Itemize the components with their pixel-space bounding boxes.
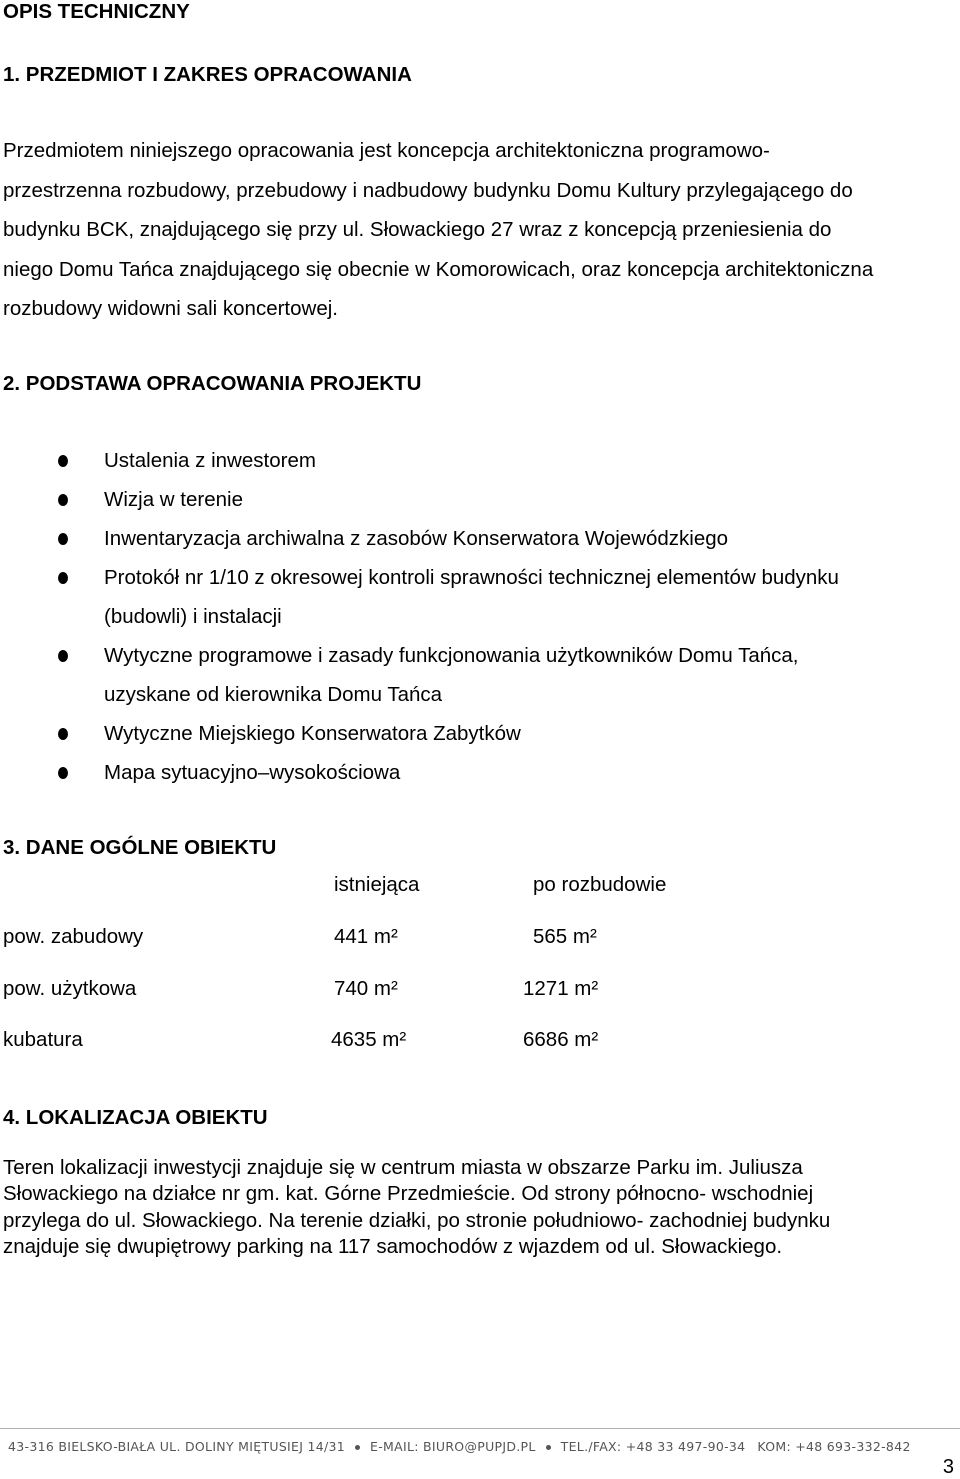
- footer-phone: TEL./FAX: +48 33 497-90-34: [560, 1439, 746, 1454]
- list-item-text: Protokół nr 1/10 z okresowej kontroli sprawności technicznej elementów budynku: [104, 566, 839, 589]
- table-cell-existing: 441 m²: [334, 925, 398, 948]
- table-cell-after: 1271 m²: [523, 977, 599, 1000]
- list-item-text: Wytyczne Miejskiego Konserwatora Zabytków: [104, 722, 521, 745]
- bullet-icon: [58, 533, 68, 545]
- section-1-paragraph: [3, 131, 873, 329]
- table-cell-after: 565 m²: [533, 925, 597, 948]
- bullet-icon: [58, 728, 68, 740]
- column-header-existing: istniejąca: [334, 873, 420, 896]
- list-item-text: Wytyczne programowe i zasady funkcjonowania użytkowników Domu Tańca,: [104, 644, 799, 667]
- list-item-text: (budowli) i instalacji: [104, 605, 282, 628]
- table-cell-existing: 740 m²: [334, 977, 398, 1000]
- list-item: [0, 714, 960, 753]
- list-item: [0, 558, 960, 636]
- list-item: [0, 636, 960, 714]
- paragraph-line: rozbudowy widowni sali koncertowej.: [3, 297, 338, 320]
- footer-divider: [0, 1428, 960, 1429]
- bullet-list: [0, 441, 960, 792]
- paragraph-line: Słowackiego na działce nr gm. kat. Górne Przedmieście. Od strony północno- wschodniej: [3, 1182, 814, 1206]
- column-header-after: po rozbudowie: [533, 873, 667, 896]
- bullet-icon: [58, 572, 68, 584]
- bullet-icon: [58, 767, 68, 779]
- section-4-paragraph: [3, 1155, 830, 1261]
- section-2-heading: 2. PODSTAWA OPRACOWANIA PROJEKTU: [3, 372, 422, 395]
- footer: [8, 1439, 911, 1454]
- paragraph-line: przylega do ul. Słowackiego. Na terenie działki, po stronie południowo- zachodniej budynku: [3, 1208, 831, 1232]
- footer-email: E-MAIL: BIURO@PUPJD.PL: [370, 1439, 536, 1454]
- separator-dot-icon: [355, 1445, 360, 1450]
- paragraph-line: znajduje się dwupiętrowy parking na 117 samochodów z wjazdem od ul. Słowackiego.: [3, 1235, 783, 1259]
- paragraph-line: Przedmiotem niniejszego opracowania jest koncepcja architektoniczna programowo-: [3, 139, 770, 162]
- bullet-icon: [58, 455, 68, 467]
- section-1-heading: 1. PRZEDMIOT I ZAKRES OPRACOWANIA: [3, 63, 412, 86]
- list-item-text: Mapa sytuacyjno–wysokościowa: [104, 761, 401, 784]
- list-item: [0, 441, 960, 480]
- list-item: [0, 480, 960, 519]
- table-row-label: pow. użytkowa: [3, 977, 137, 1000]
- bullet-icon: [58, 494, 68, 506]
- table-row-label: kubatura: [3, 1028, 83, 1051]
- separator-dot-icon: [546, 1445, 551, 1450]
- table-cell-after: 6686 m²: [523, 1028, 599, 1051]
- paragraph-line: niego Domu Tańca znajdującego się obecnie w Komorowicach, oraz koncepcja architektoniczna: [3, 257, 874, 281]
- document-title: OPIS TECHNICZNY: [3, 0, 190, 23]
- section-3-heading: 3. DANE OGÓLNE OBIEKTU: [3, 836, 277, 859]
- section-4-heading: 4. LOKALIZACJA OBIEKTU: [3, 1106, 268, 1129]
- list-item-text: Inwentaryzacja archiwalna z zasobów Konserwatora Wojewódzkiego: [104, 527, 729, 550]
- list-item-text: Ustalenia z inwestorem: [104, 449, 316, 472]
- list-item: [0, 753, 960, 792]
- table-row-label: pow. zabudowy: [3, 925, 144, 948]
- paragraph-line: Teren lokalizacji inwestycji znajduje się w centrum miasta w obszarze Parku im. Juliusza: [3, 1156, 803, 1179]
- bullet-icon: [58, 650, 68, 662]
- paragraph-line: przestrzenna rozbudowy, przebudowy i nadbudowy budynku Domu Kultury przylegającego do: [3, 178, 853, 202]
- footer-mobile: KOM: +48 693-332-842: [757, 1439, 911, 1454]
- table-cell-existing: 4635 m²: [331, 1028, 407, 1051]
- list-item-text: Wizja w terenie: [104, 488, 243, 511]
- footer-address: 43-316 BIELSKO-BIAŁA UL. DOLINY MIĘTUSIEJ 14/31: [8, 1439, 346, 1454]
- list-item-text: uzyskane od kierownika Domu Tańca: [104, 683, 443, 706]
- paragraph-line: budynku BCK, znajdującego się przy ul. Słowackiego 27 wraz z koncepcją przeniesienia do: [3, 218, 832, 241]
- page-number: 3: [942, 1456, 954, 1478]
- list-item: [0, 519, 960, 558]
